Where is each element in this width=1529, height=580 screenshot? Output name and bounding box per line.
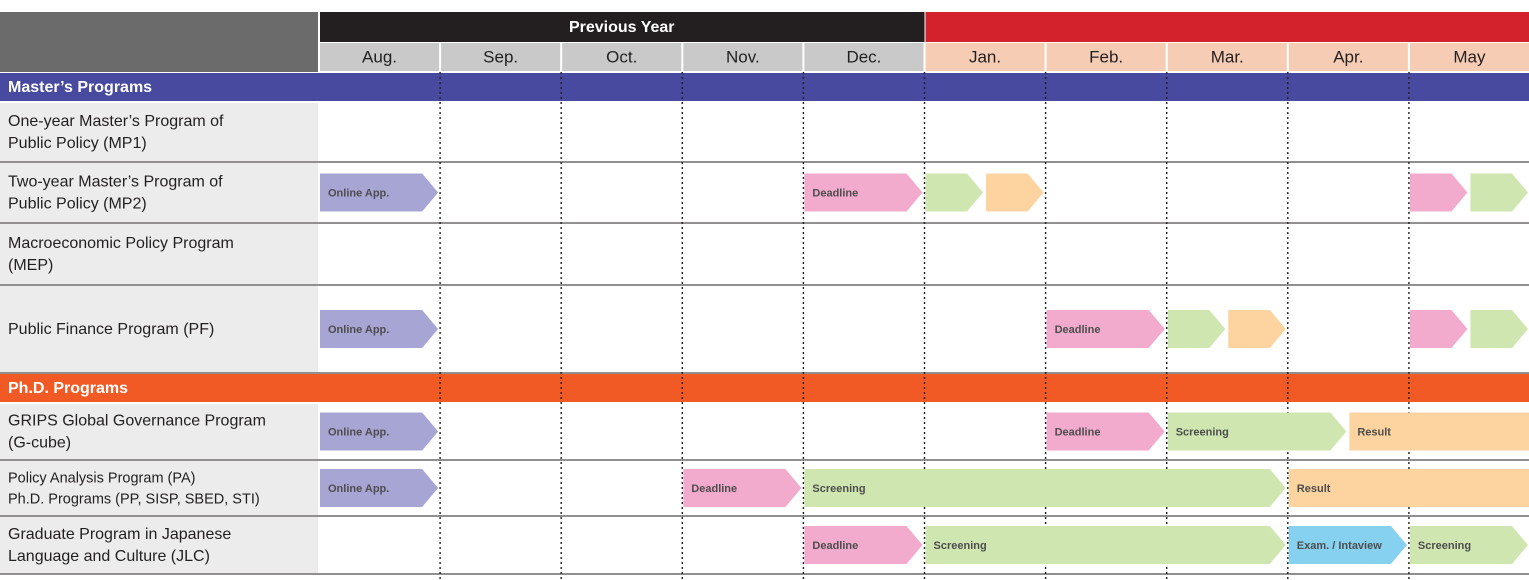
month-label: Apr. <box>1333 47 1364 67</box>
program-label-cell <box>0 224 318 284</box>
schedule-step-screening <box>804 469 1285 507</box>
schedule-step-label: Result <box>1357 426 1391 439</box>
section-title: Master’s Programs <box>8 79 153 97</box>
schedule-step-screening <box>1168 310 1226 348</box>
schedule-step-label: Online App. <box>328 426 390 439</box>
section-header-bar <box>0 73 1529 101</box>
program-name: GRIPS Global Governance Program <box>8 412 266 430</box>
month-label: Oct. <box>606 47 638 67</box>
program-label-cell <box>0 163 318 222</box>
schedule-step-result <box>986 174 1044 212</box>
month-label: May <box>1453 47 1486 67</box>
program-label-cell <box>0 103 318 161</box>
program-name: (G-cube) <box>8 434 72 452</box>
schedule-step-label: Screening <box>933 539 987 552</box>
month-label: Sep. <box>483 47 519 67</box>
program-name: Two-year Master’s Program of <box>8 173 223 191</box>
schedule-step-label: Deadline <box>812 539 859 552</box>
program-name: Ph.D. Programs (PP, SISP, SBED, STI) <box>8 491 260 508</box>
schedule-step-label: Deadline <box>691 482 738 495</box>
schedule-step-label: Online App. <box>328 323 390 336</box>
program-name: Language and Culture (JLC) <box>8 548 210 566</box>
program-name: Public Finance Program (PF) <box>8 321 215 339</box>
section-title: Ph.D. Programs <box>8 380 129 398</box>
month-label: Jan. <box>968 47 1002 67</box>
schedule-step-screening <box>1470 310 1528 348</box>
schedule-step-screening <box>926 174 984 212</box>
month-label: Mar. <box>1210 47 1244 67</box>
schedule-step-label: Online App. <box>328 482 390 495</box>
schedule-step-label: Screening <box>1417 539 1472 552</box>
month-label: Dec. <box>846 47 882 67</box>
program-name: Macroeconomic Policy Program <box>8 235 234 253</box>
schedule-step-label: Deadline <box>812 187 859 200</box>
program-name: Public Policy (MP2) <box>8 195 147 213</box>
program-name: Public Policy (MP1) <box>8 135 147 153</box>
previous-year-label: Previous Year <box>568 19 675 37</box>
program-name: Graduate Program in Japanese <box>8 526 232 544</box>
program-name: One-year Master’s Program of <box>8 113 224 131</box>
schedule-step-label: Online App. <box>328 187 390 200</box>
schedule-step-label: Result <box>1296 482 1331 495</box>
month-label: Aug. <box>362 47 398 67</box>
schedule-step-label: Screening <box>1175 426 1229 439</box>
month-label: Feb. <box>1089 47 1124 67</box>
schedule-step-label: Deadline <box>1054 323 1101 336</box>
schedule-step-label: Deadline <box>1054 426 1101 439</box>
month-label: Nov. <box>725 47 760 67</box>
section-header-bar <box>0 374 1529 402</box>
schedule-step-label: Screening <box>812 482 866 495</box>
schedule-step-screening <box>1470 174 1528 212</box>
program-name: Policy Analysis Program (PA) <box>8 470 196 487</box>
header-corner <box>0 12 318 72</box>
schedule-step-deadline <box>1410 174 1468 212</box>
schedule-step-label: Exam. / Intaview <box>1296 539 1382 552</box>
current-year-band <box>926 12 1529 42</box>
schedule-step-deadline <box>1410 310 1468 348</box>
schedule-step-result <box>1228 310 1286 348</box>
program-name: (MEP) <box>8 257 54 275</box>
